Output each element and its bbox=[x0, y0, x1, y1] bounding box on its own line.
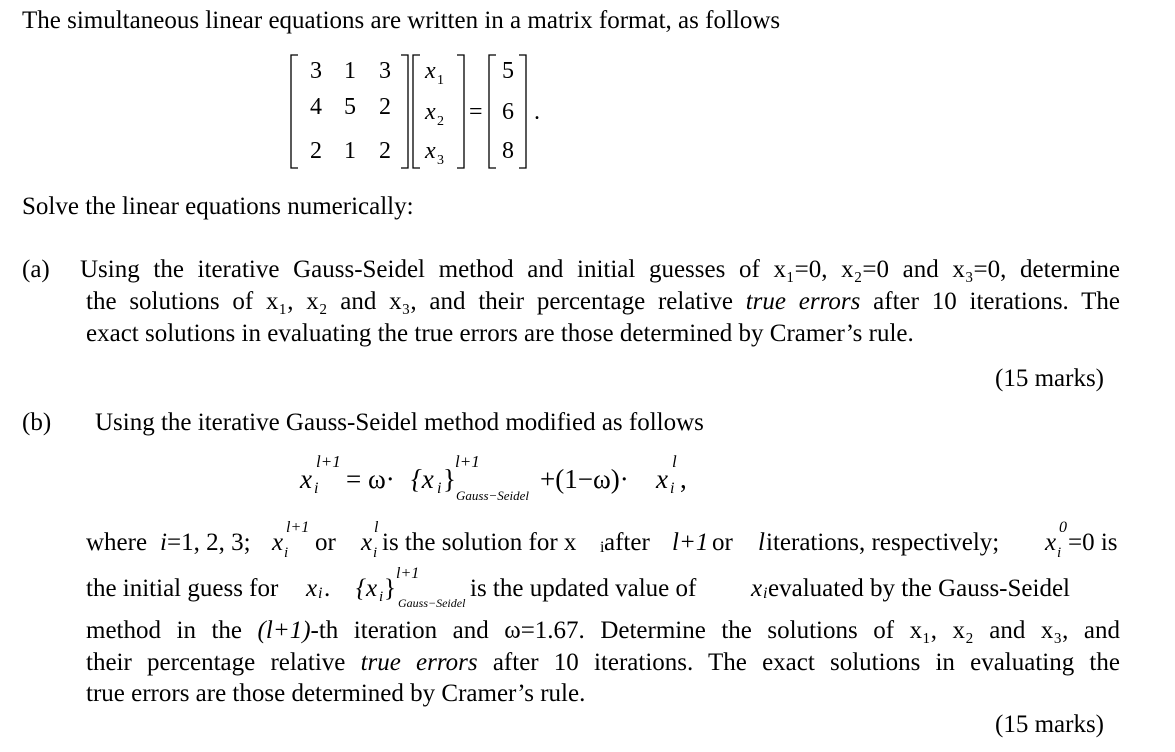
intro-text: The simultaneous linear equations are written in a matrix format, as follows bbox=[22, 7, 781, 34]
x-2-var: x bbox=[425, 99, 436, 125]
a-23: 2 bbox=[379, 94, 391, 120]
a-13: 3 bbox=[379, 58, 391, 84]
part-a-line1: Using the iterative Gauss-Seidel method and initial guesses of x₁=0, x₂=0 and x₃=0, determine bbox=[80, 256, 1120, 283]
vector-x-right-bracket bbox=[457, 55, 464, 168]
x-3-sub: 3 bbox=[437, 153, 444, 168]
part-b-line4: their percentage relative true errors after 10 iterations. The exact solutions in evaluating the bbox=[86, 649, 1120, 676]
vector-b-right-bracket bbox=[519, 55, 526, 168]
vector-x-left-bracket bbox=[413, 55, 420, 168]
part-b-line3: method in the (l+1)-th iteration and ω=1.67. Determine the solutions of x₁, x₂ and x₃, and bbox=[86, 617, 1120, 644]
part-b-line5: true errors are those determined by Cramer’s rule. bbox=[86, 680, 586, 707]
a-11: 3 bbox=[310, 58, 322, 84]
a-31: 2 bbox=[310, 138, 322, 164]
solve-line: Solve the linear equations numerically: bbox=[22, 193, 414, 220]
part-b-label: (b) bbox=[22, 409, 52, 436]
a-32: 1 bbox=[344, 138, 356, 164]
b-2: 6 bbox=[502, 99, 514, 125]
vector-b-left-bracket bbox=[489, 55, 496, 168]
a-33: 2 bbox=[379, 138, 391, 164]
x-3-var: x bbox=[425, 138, 436, 164]
part-b-marks: (15 marks) bbox=[995, 711, 1104, 738]
b-3: 8 bbox=[502, 138, 514, 164]
part-a-label: (a) bbox=[22, 256, 50, 283]
part-b-intro: Using the iterative Gauss-Seidel method modified as follows bbox=[95, 409, 704, 436]
x-1-var: x bbox=[425, 58, 436, 84]
matrix-a-right-bracket bbox=[401, 55, 408, 168]
part-a-marks: (15 marks) bbox=[995, 365, 1104, 392]
b-1: 5 bbox=[502, 58, 514, 84]
x-1-sub: 1 bbox=[437, 73, 444, 88]
a-22: 5 bbox=[344, 94, 356, 120]
matrix-period: . bbox=[534, 99, 540, 125]
part-a-line2: the solutions of x₁, x₂ and x₃, and their percentage relative true errors after 10 iterations. The bbox=[86, 288, 1120, 315]
matrix-a-left-bracket bbox=[291, 55, 298, 168]
a-12: 1 bbox=[344, 58, 356, 84]
part-a-line3: exact solutions in evaluating the true errors are those determined by Cramer’s rule. bbox=[86, 320, 914, 347]
equals-sign: = bbox=[469, 99, 483, 125]
a-21: 4 bbox=[310, 94, 322, 120]
x-2-sub: 2 bbox=[437, 114, 444, 129]
